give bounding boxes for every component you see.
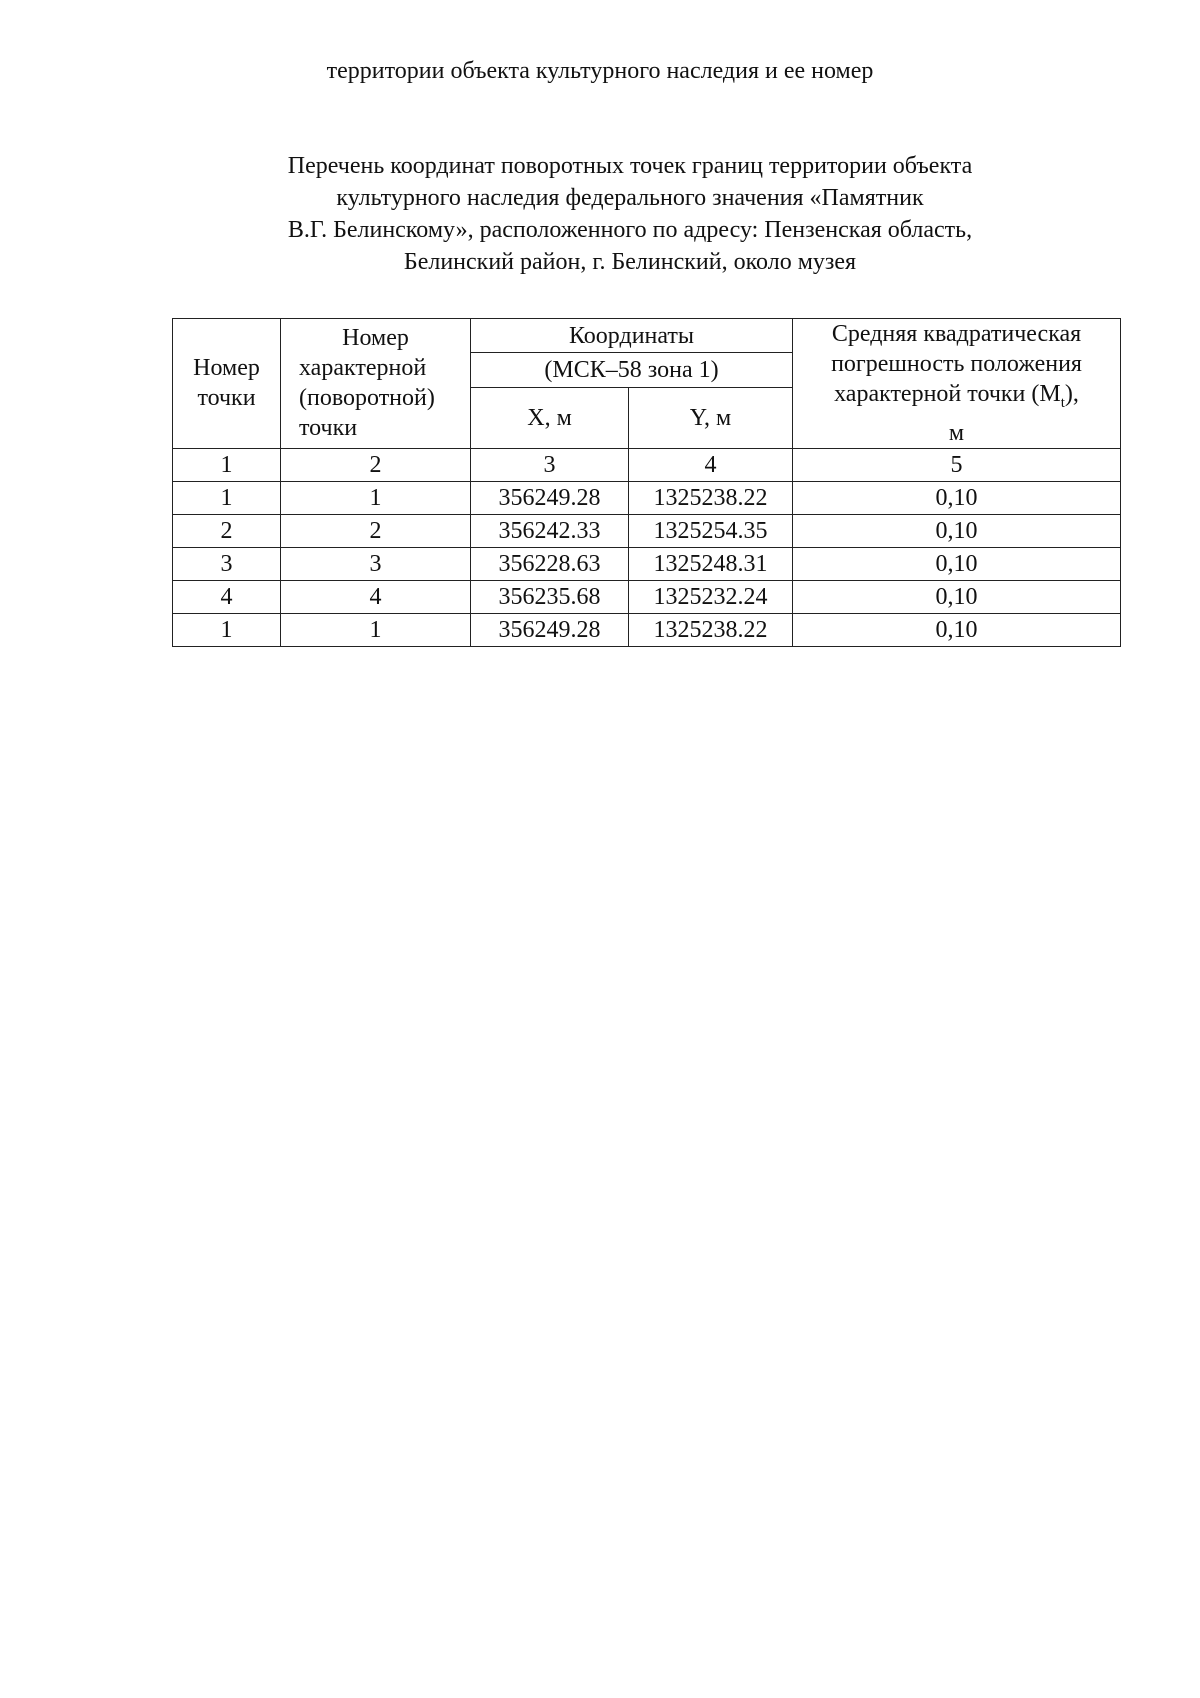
header-char-line-3: (поворотной): [299, 385, 435, 412]
header-coordinates: Координаты: [471, 319, 793, 353]
header-coordinate-system: (МСК–58 зона 1): [471, 353, 793, 387]
header-error-line-3: [797, 379, 1116, 418]
column-number: 5: [793, 448, 1121, 481]
cell-y: 1325238.22: [629, 613, 793, 646]
column-number-row: [173, 448, 1121, 481]
cell-error: 0,10: [793, 613, 1121, 646]
title-line-4: Белинский район, г. Белинский, около музея: [403, 249, 857, 275]
header-y: Y, м: [629, 387, 793, 448]
cell-x: 356249.28: [471, 481, 629, 514]
title-line-2: культурного наследия федерального значения «Памятник: [336, 185, 924, 211]
column-number: 2: [281, 448, 471, 481]
table-row: [173, 613, 1121, 646]
cell-point: 1: [173, 613, 281, 646]
header-char-line-4: точки: [299, 415, 358, 442]
header-char-line-1: Номер: [342, 325, 409, 352]
cell-char-point: 1: [281, 481, 471, 514]
table-row: [173, 514, 1121, 547]
cell-error: 0,10: [793, 580, 1121, 613]
header-error-line-2: погрешность положения: [831, 351, 1082, 377]
header-row-1: [173, 319, 1121, 353]
header-characteristic-point: [281, 319, 471, 449]
title-line-1: Перечень координат поворотных точек границ территории объекта: [287, 153, 973, 179]
header-point-number: [173, 319, 281, 449]
cell-point: 2: [173, 514, 281, 547]
column-number: 4: [629, 448, 793, 481]
cell-char-point: 1: [281, 613, 471, 646]
table-row: [173, 481, 1121, 514]
cell-x: 356249.28: [471, 613, 629, 646]
cell-point: 3: [173, 547, 281, 580]
title-line-3: В.Г. Белинскому», расположенного по адресу: Пензенская область,: [287, 217, 973, 243]
header-point-number-line-2: точки: [197, 385, 256, 412]
column-number: 1: [173, 448, 281, 481]
cell-error: 0,10: [793, 547, 1121, 580]
header-x: X, м: [471, 387, 629, 448]
column-number: 3: [471, 448, 629, 481]
cell-char-point: 2: [281, 514, 471, 547]
cell-point: 4: [173, 580, 281, 613]
table-row: [173, 547, 1121, 580]
header-error-line-1: Средняя квадратическая: [831, 321, 1082, 347]
cell-y: 1325254.35: [629, 514, 793, 547]
cell-y: 1325232.24: [629, 580, 793, 613]
cell-char-point: 4: [281, 580, 471, 613]
table-row: [173, 580, 1121, 613]
coordinates-table: [172, 318, 1121, 647]
header-error-line-3-end: ),: [1064, 381, 1079, 407]
header-error-subscript: t: [1060, 394, 1065, 411]
header-point-number-line-1: Номер: [193, 355, 260, 382]
header-error-unit: м: [948, 419, 965, 446]
header-error: [793, 319, 1121, 449]
cell-y: 1325248.31: [629, 547, 793, 580]
cell-x: 356235.68: [471, 580, 629, 613]
header-char-line-2: характерной: [299, 355, 427, 382]
document-title: [150, 150, 1110, 278]
cell-y: 1325238.22: [629, 481, 793, 514]
cell-error: 0,10: [793, 481, 1121, 514]
cell-char-point: 3: [281, 547, 471, 580]
cell-x: 356228.63: [471, 547, 629, 580]
header-error-line-3-text: характерной точки (M: [834, 381, 1061, 407]
cell-point: 1: [173, 481, 281, 514]
running-head: территории объекта культурного наследия и ее номер: [326, 58, 874, 84]
cell-error: 0,10: [793, 514, 1121, 547]
cell-x: 356242.33: [471, 514, 629, 547]
